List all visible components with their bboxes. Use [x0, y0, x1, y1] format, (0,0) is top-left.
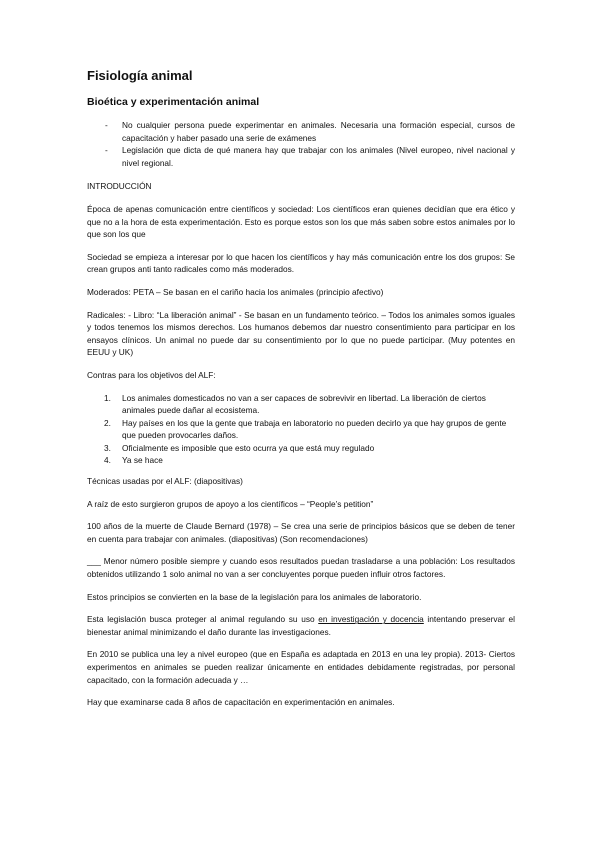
- section-title: Bioética y experimentación animal: [87, 96, 260, 108]
- underlined-text: en investigación y docencia: [318, 614, 424, 625]
- text-run: Esta legislación busca proteger al animal regulando su uso: [87, 614, 319, 625]
- list-item-text: No cualquier persona puede experimentar en animales. Necesaria una formación especial, cursos de capacitación y haber pasado una serie de exámenes: [122, 120, 515, 143]
- list-item-text: Ya se hace: [122, 455, 163, 466]
- paragraph: Estos principios se convierten en la base de la legislación para los animales de laboratorio.: [87, 591, 422, 602]
- paragraph: Moderados: PETA – Se basan en el cariño hacia los animales (principio afectivo): [87, 286, 384, 297]
- paragraph: Técnicas usadas por el ALF: (diapositivas): [87, 476, 243, 487]
- paragraph: Radicales: - Libro: “La liberación animal” - Se basan en un fundamento teórico. – Todos los animales somos iguales y todos tenemos los mismos derechos. Los humanos debemos dar nuestro consentimiento para participar en los ensayos clínicos. Un animal no puede dar su consentimiento por lo que no puede participar. (Muy potentes en EEUU y UK): [87, 309, 515, 358]
- dash-list: [87, 119, 515, 169]
- list-number: 2.: [104, 417, 111, 428]
- list-item-text: Hay países en los que la gente que trabaja en laboratorio no pueden decirlo ya que hay grupos de gente que pueden provocarles daños.: [122, 417, 507, 441]
- paragraph: Contras para los objetivos del ALF:: [87, 369, 216, 380]
- list-item: [87, 417, 515, 442]
- paragraph: Época de apenas comunicación entre científicos y sociedad: Los científicos eran quienes decidían que era ético y que no a la hora de esta experimentación. Esto es porque estos son los que más saben sobre estos animales por lo que son los que: [87, 203, 515, 240]
- list-number: 4.: [104, 455, 111, 466]
- list-item-text: Oficialmente es imposible que esto ocurra ya que está muy regulado: [122, 442, 375, 453]
- dash-bullet: -: [105, 145, 108, 156]
- paragraph: Hay que examinarse cada 8 años de capacitación en experimentación en animales.: [87, 697, 395, 708]
- list-number: 3.: [104, 442, 111, 453]
- text-run: intentando preservar el bienestar animal minimizando el daño durante las investigaciones.: [87, 614, 516, 637]
- list-item-text: Legislación que dicta de qué manera hay que trabajar con los animales (Nivel europeo, nivel nacional y nivel regional.: [122, 145, 515, 168]
- page-content: [87, 68, 515, 719]
- alf-list: [87, 392, 515, 468]
- list-item: [87, 392, 515, 417]
- paragraph: [87, 613, 515, 638]
- page-title: Fisiología animal: [87, 68, 193, 83]
- paragraph: A raíz de esto surgieron grupos de apoyo a los científicos – “People’s petition”: [87, 498, 374, 509]
- dash-bullet: -: [105, 120, 108, 130]
- list-item: [87, 119, 515, 144]
- paragraph: 100 años de la muerte de Claude Bernard (1978) – Se crea una serie de principios básicos que se deben de tener en cuenta para trabajar con animales. (diapositivas) (Son recomendaciones): [87, 521, 515, 544]
- intro-heading: INTRODUCCIÓN: [87, 181, 152, 192]
- paragraph: ___ Menor número posible siempre y cuando esos resultados puedan trasladarse a una población: Los resultados obtenidos utilizando 1 solo animal no van a ser concluyentes porque pueden influir otros factores.: [87, 556, 515, 580]
- list-item: [87, 454, 515, 467]
- paragraph: Sociedad se empieza a interesar por lo que hacen los científicos y hay más comunicación entre los dos grupos: Se crean grupos anti tanto radicales como más moderados.: [87, 251, 515, 275]
- list-number: 1.: [104, 392, 111, 403]
- paragraph: En 2010 se publica una ley a nivel europeo (que en España es adaptada en 2013 en una ley propia). 2013- Ciertos experimentos en animales se pueden realizar únicamente en entidades debidamente registradas, por personal capacitado, con la formación adecuada y …: [87, 649, 515, 685]
- list-item-text: Los animales domesticados no van a ser capaces de sobrevivir en libertad. La liberación de ciertos animales puede dañar al ecosistema.: [122, 392, 486, 416]
- list-item: [87, 442, 515, 455]
- list-item: [87, 144, 515, 169]
